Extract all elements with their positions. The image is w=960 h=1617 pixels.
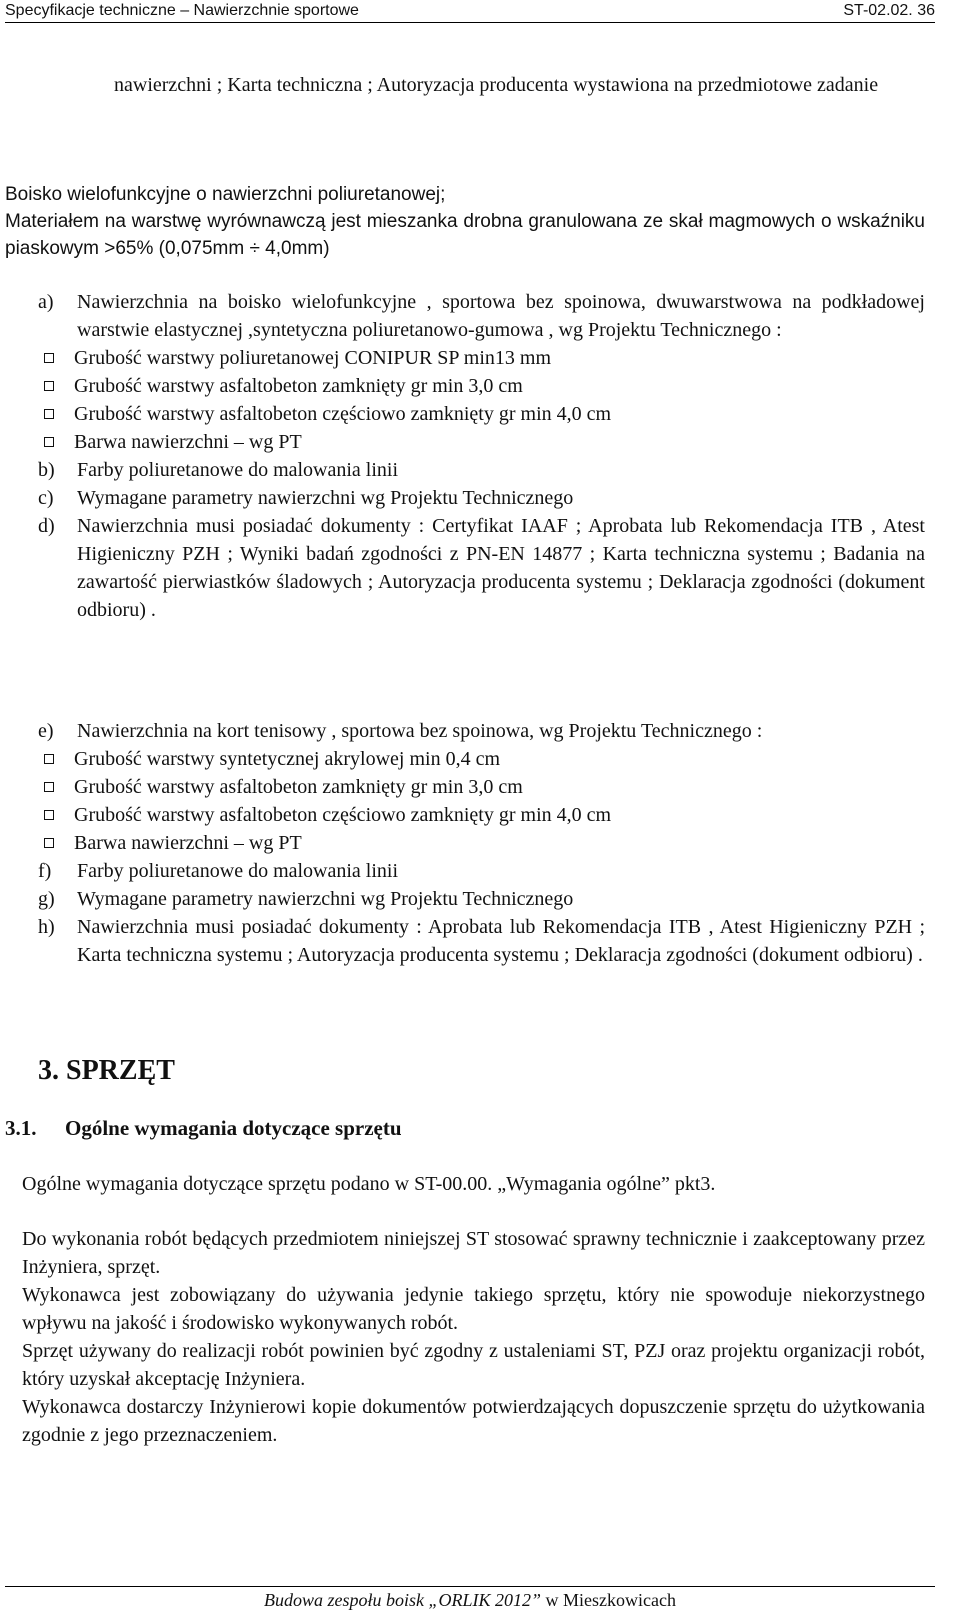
paragraph: Wykonawca jest zobowiązany do używania jedynie takiego sprzętu, który nie spowoduje niekorzystnego wpływu na jakość i środowisko wykonywanych robót. [22, 1284, 925, 1334]
list-item-text: Wymagane parametry nawierzchni wg Projektu Technicznego [77, 487, 574, 509]
list-marker: f) [38, 860, 52, 882]
square-bullet-icon [44, 810, 54, 820]
list-marker: b) [38, 459, 55, 481]
requirements-list-1 [0, 288, 960, 624]
equipment-paragraphs [22, 1225, 925, 1449]
footer-location: w Mieszkowicach [541, 1590, 676, 1610]
bullet-item [0, 400, 960, 428]
bullet-item [0, 745, 960, 773]
section-3-1-number: 3.1. [5, 1116, 37, 1140]
list-item-text: Nawierzchnia na boisko wielofunkcyjne , sportowa bez spoinowa, dwuwarstwowa na podkładowej warstwie elastycznej ,syntetyczna poliuretanowo-gumowa , wg Projektu Technicznego : [77, 291, 925, 341]
list-marker: e) [38, 720, 54, 742]
square-bullet-icon [44, 409, 54, 419]
list-marker: h) [38, 916, 55, 938]
list-marker: d) [38, 515, 55, 537]
bullet-group [0, 344, 960, 456]
list-item [0, 456, 925, 484]
list-item-text: Nawierzchnia musi posiadać dokumenty : Aprobata lub Rekomendacja ITB , Atest Higieniczny PZH ; Karta techniczna systemu ; Autoryzacja producenta systemu ; Deklaracja zgodności (dokument odbioru) . [77, 916, 925, 966]
bullet-item [0, 428, 960, 456]
checkbox-bullet-list [0, 745, 960, 857]
square-bullet-icon [44, 782, 54, 792]
bullet-text: Barwa nawierzchni – wg PT [74, 431, 302, 453]
list-item [0, 512, 925, 624]
general-requirements: Ogólne wymagania dotyczące sprzętu podano w ST-00.00. „Wymagania ogólne” pkt3. [22, 1173, 716, 1195]
page-header [5, 0, 935, 23]
list-item-text: Wymagane parametry nawierzchni wg Projektu Technicznego [77, 888, 574, 910]
boisko-material: Materiałem na warstwę wyrównawczą jest mieszanka drobna granulowana ze skał magmowych o wskaźniku piaskowym >65% (0,075mm ÷ 4,0mm) [5, 211, 925, 259]
list-item-text: Nawierzchnia na kort tenisowy , sportowa bez spoinowa, wg Projektu Technicznego : [77, 720, 763, 742]
list-marker: g) [38, 888, 55, 910]
bullet-text: Grubość warstwy asfaltobeton zamknięty gr min 3,0 cm [74, 375, 523, 397]
bullet-text: Grubość warstwy syntetycznej akrylowej min 0,4 cm [74, 748, 501, 770]
paragraph: Sprzęt używany do realizacji robót powinien być zgodny z ustaleniami ST, PZJ oraz projektu organizacji robót, który uzyskał akceptację Inżyniera. [22, 1340, 925, 1390]
paragraph: Do wykonania robót będących przedmiotem niniejszej ST stosować sprawny technicznie i zaakceptowany przez Inżyniera, sprzęt. [22, 1228, 925, 1278]
list-marker: a) [38, 291, 54, 313]
square-bullet-icon [44, 381, 54, 391]
paragraph: Wykonawca dostarczy Inżynierowi kopie dokumentów potwierdzających dopuszczenie sprzętu do użytkowania zgodnie z jego przeznaczeniem. [22, 1396, 925, 1446]
boisko-title: Boisko wielofunkcyjne o nawierzchni poliuretanowej; [5, 184, 446, 205]
bullet-item [0, 801, 960, 829]
bullet-item [0, 829, 960, 857]
section-3-title: SPRZĘT [66, 1055, 175, 1086]
list-item [0, 717, 925, 745]
requirements-list-2 [0, 717, 960, 969]
bullet-item [0, 344, 960, 372]
square-bullet-icon [44, 838, 54, 848]
square-bullet-icon [44, 353, 54, 363]
section-3-1-heading [5, 1113, 905, 1143]
list-item [0, 484, 925, 512]
intro-paragraph: nawierzchni ; Karta techniczna ; Autoryzacja producenta wystawiona na przedmiotowe zadanie [114, 74, 879, 96]
header-title: Specyfikacje techniczne – Nawierzchnie sportowe [5, 2, 359, 19]
list-marker: c) [38, 487, 54, 509]
square-bullet-icon [44, 754, 54, 764]
bullet-text: Grubość warstwy asfaltobeton częściowo zamknięty gr min 4,0 cm [74, 403, 612, 425]
bullet-text: Grubość warstwy asfaltobeton częściowo zamknięty gr min 4,0 cm [74, 804, 612, 826]
list-item-text: Farby poliuretanowe do malowania linii [77, 459, 399, 481]
section-3-heading [38, 1053, 175, 1089]
square-bullet-icon [44, 437, 54, 447]
bullet-text: Barwa nawierzchni – wg PT [74, 832, 302, 854]
bullet-text: Grubość warstwy poliuretanowej CONIPUR SP min13 mm [74, 347, 552, 369]
section-3-number: 3. [38, 1055, 59, 1086]
bullet-item [0, 372, 960, 400]
page-footer [5, 1586, 935, 1613]
bullet-text: Grubość warstwy asfaltobeton zamknięty gr min 3,0 cm [74, 776, 523, 798]
section-3-1-title: Ogólne wymagania dotyczące sprzętu [65, 1116, 402, 1140]
footer-project: Budowa zespołu boisk „ORLIK 2012” [264, 1590, 542, 1610]
list-item [0, 913, 925, 969]
list-item [0, 288, 925, 344]
bullet-item [0, 773, 960, 801]
list-item [0, 885, 925, 913]
list-item [0, 857, 925, 885]
header-page-ref: ST-02.02. 36 [843, 2, 935, 19]
list-item-text: Nawierzchnia musi posiadać dokumenty : Certyfikat IAAF ; Aprobata lub Rekomendacja ITB , Atest Higieniczny PZH ; Wyniki badań zgodności z PN-EN 14877 ; Karta techniczna systemu ; Badania na zawartość pierwiastków śladowych ; Autoryzacja producenta systemu ; Deklaracja zgodności (dokument odbioru) . [77, 515, 925, 621]
list-item-text: Farby poliuretanowe do malowania linii [77, 860, 399, 882]
bullet-group [0, 745, 960, 857]
checkbox-bullet-list [0, 344, 960, 456]
